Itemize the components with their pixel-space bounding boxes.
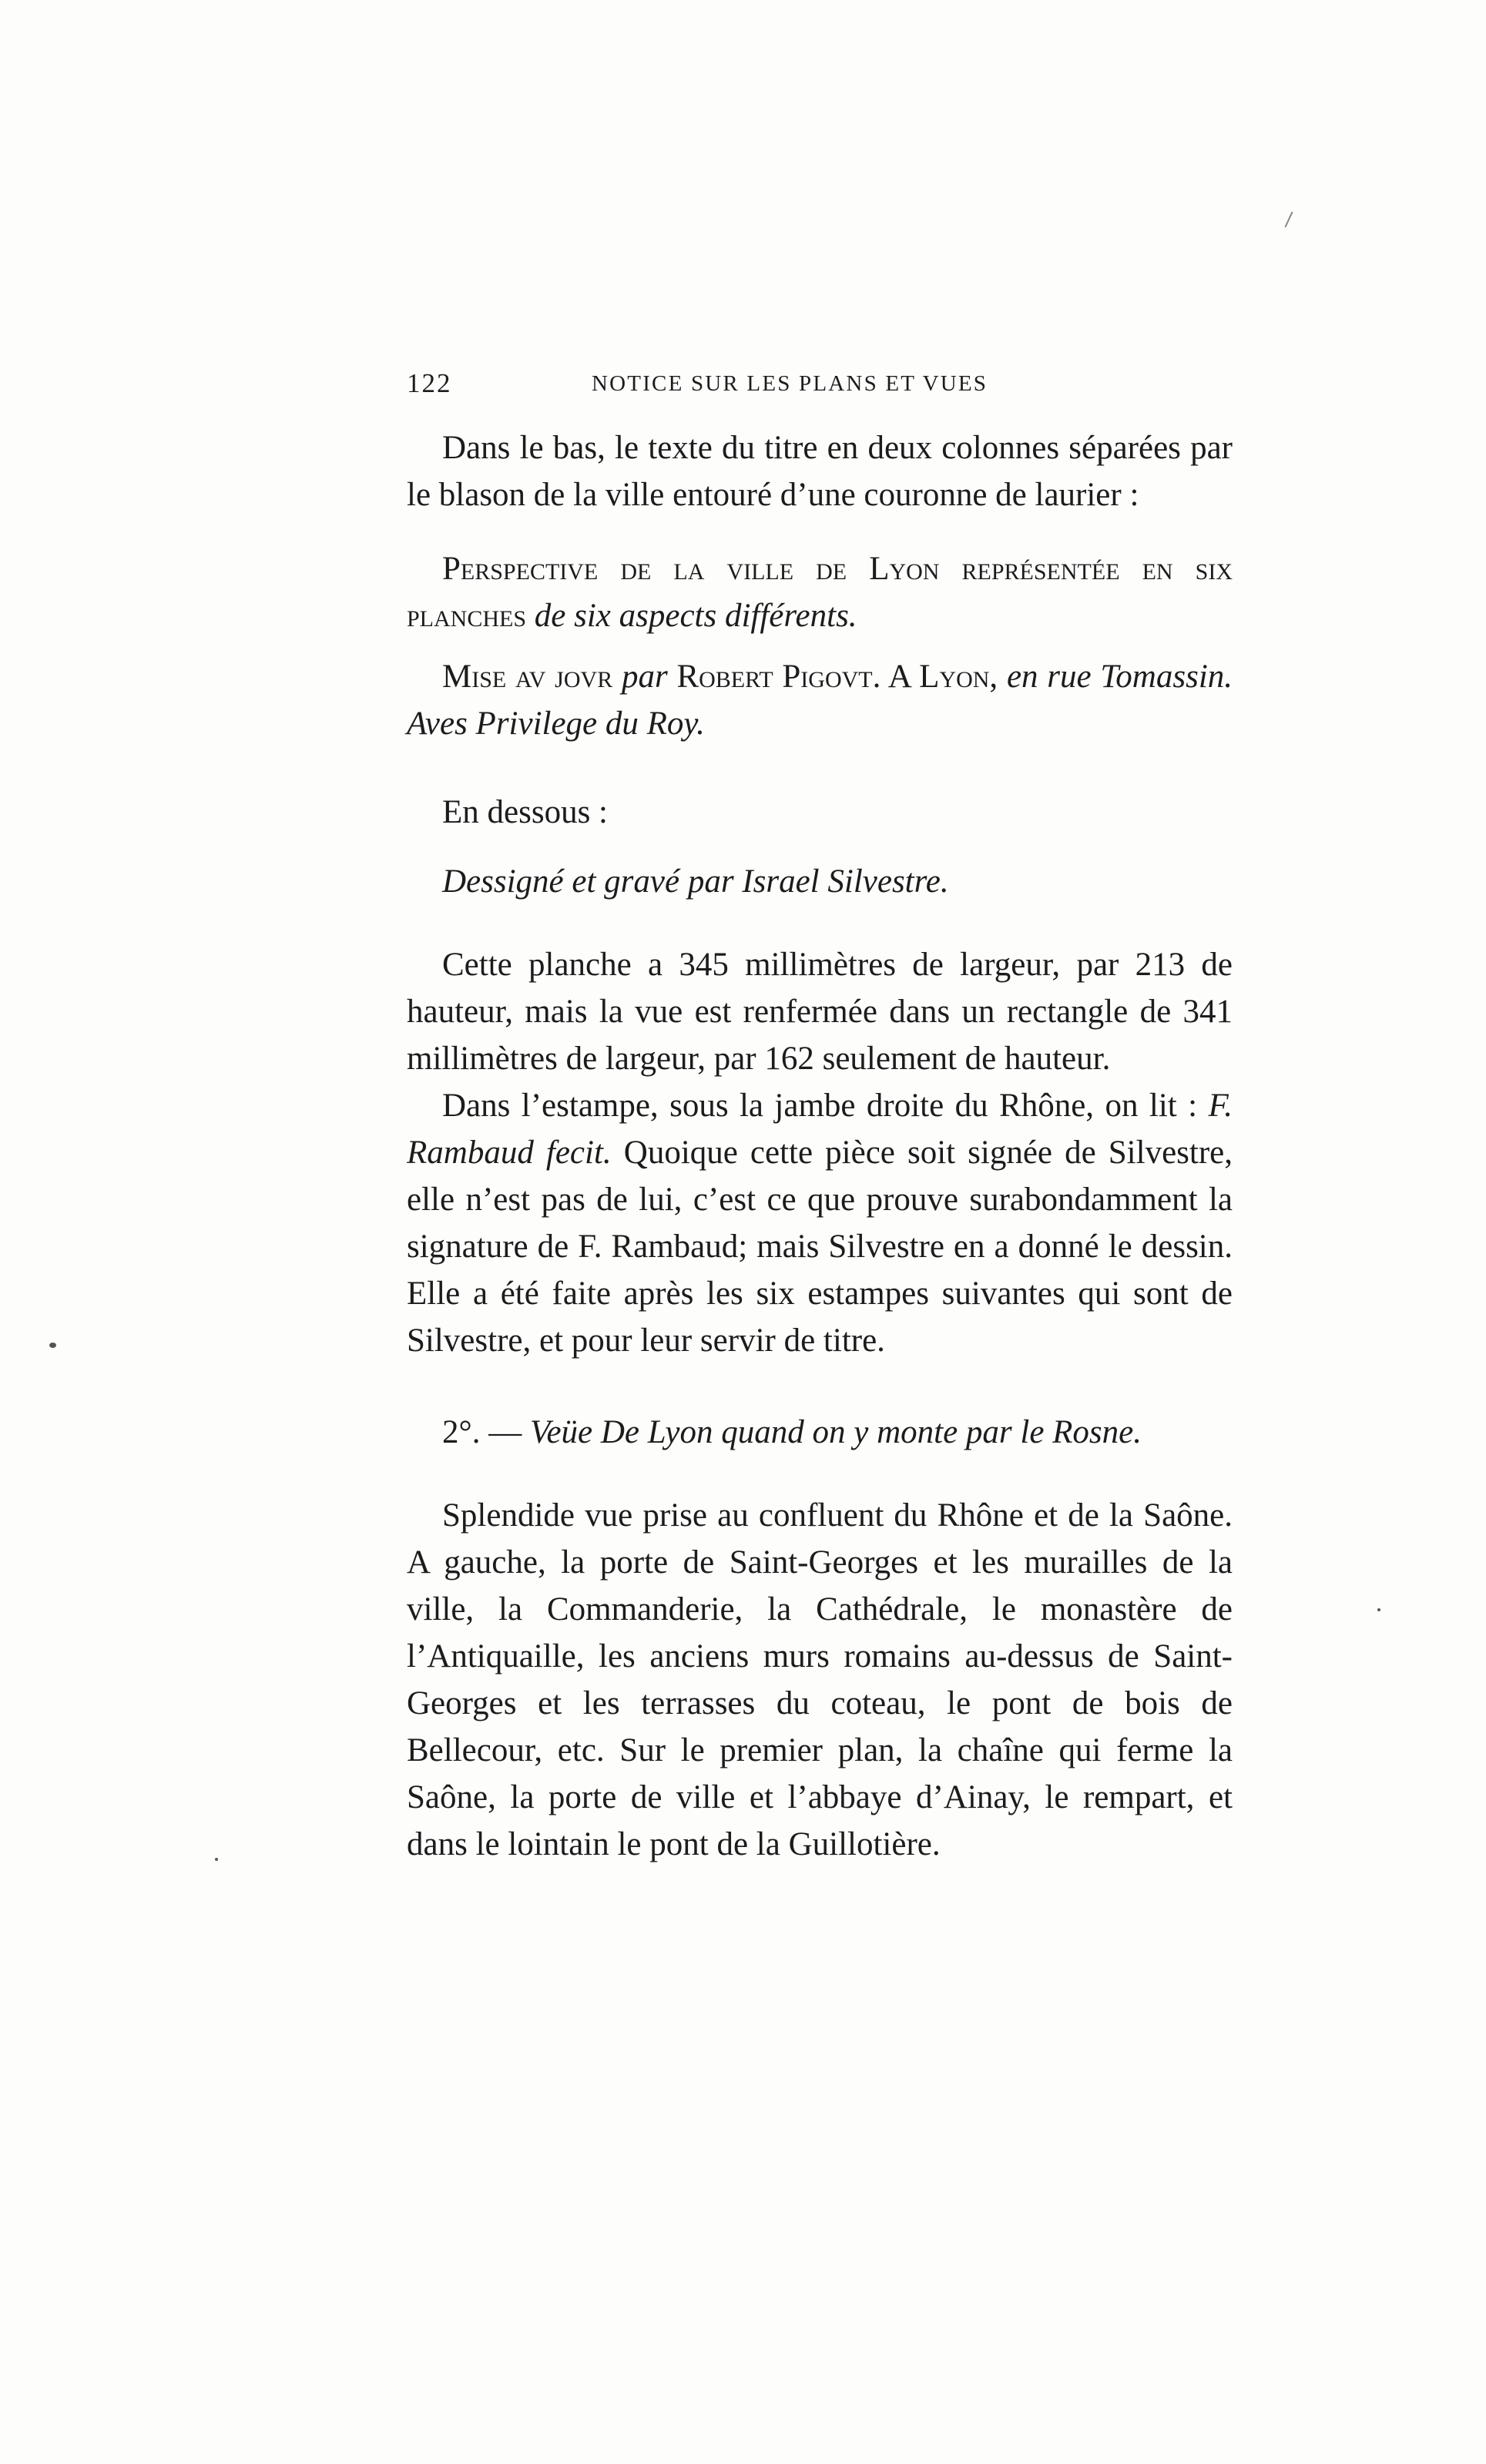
publisher-line: [407, 653, 1233, 747]
perspective-smallcaps: Perspective de la ville de Lyon représentée en six planches: [407, 551, 1233, 634]
description-para-1: Cette planche a 345 millimètres de largeur, par 213 de hauteur, mais la vue est renfermée dans un rectangle de 341 millimètres de largeur, par 162 seulement de hauteur.: [407, 947, 1233, 1077]
publisher-address: en rue Tomassin. Aves Privilege du Roy.: [407, 659, 1233, 742]
intro-text: Dans le bas, le texte du titre en deux colonnes séparées par le blason de la ville entouré d’une couronne de laurier :: [407, 430, 1233, 513]
section2-text: Splendide vue prise au confluent du Rhône et de la Saône. A gauche, la porte de Saint-Georges et les murailles de la ville, la Commanderie, la Cathédrale, le monastère de l’Antiquaille, les anciens murs romains au-dessus de Saint-Georges et les terrasses du coteau, le pont de bois de Bellecour, etc. Sur le premier plan, la chaîne qui ferme la Saône, la porte de ville et l’abbaye d’Ainay, le rempart, et dans le lointain le pont de la Guillotière.: [407, 1497, 1233, 1862]
mise-smallcaps: Mise av jovr: [442, 659, 613, 695]
description-para-2: [407, 1082, 1233, 1364]
perspective-italic: de six aspects différents.: [534, 598, 857, 634]
dessous-label-block: [407, 789, 1233, 836]
engraver-credit-block: [407, 858, 1233, 905]
speck-mark: [49, 1343, 56, 1348]
section2-heading: [407, 1409, 1233, 1456]
speck-mark: [215, 1858, 218, 1861]
dessous-label: En dessous :: [442, 794, 608, 830]
speck-mark: [1284, 212, 1293, 228]
description-block: [407, 941, 1233, 1364]
running-title: NOTICE SUR LES PLANS ET VUES: [592, 371, 988, 396]
para2-start: Dans l’estampe, sous la jambe droite du Rhône, on lit :: [442, 1088, 1198, 1124]
intro-paragraph: [407, 424, 1233, 518]
page-number: 122: [407, 368, 452, 398]
engraver-credit: Dessigné et gravé par Israel Silvestre.: [442, 863, 949, 900]
section2-body: [407, 1492, 1233, 1868]
publisher-text: [407, 653, 1233, 747]
section2-number: 2°. —: [442, 1414, 522, 1450]
title-perspective: [407, 545, 1233, 639]
running-head: [407, 368, 1233, 404]
section2-title-line: [407, 1409, 1233, 1456]
title-transcription: [407, 545, 1233, 639]
publisher-name: Robert Pigovt. A Lyon,: [676, 659, 998, 695]
section2-title: Veüe De Lyon quand on y monte par le Rosne.: [529, 1414, 1142, 1450]
mise-par: par: [621, 659, 668, 695]
speck-mark: [1377, 1608, 1380, 1611]
rambaud-signature: F. Rambaud fecit.: [407, 1088, 1233, 1171]
para2-rest: Quoique cette pièce soit signée de Silvestre, elle n’est pas de lui, c’est ce que prouve surabondamment la signature de F. Rambaud; mais Silvestre en a donné le dessin. Elle a été faite après les six estampes suivantes qui sont de Silvestre, et pour leur servir de titre.: [407, 1135, 1233, 1359]
